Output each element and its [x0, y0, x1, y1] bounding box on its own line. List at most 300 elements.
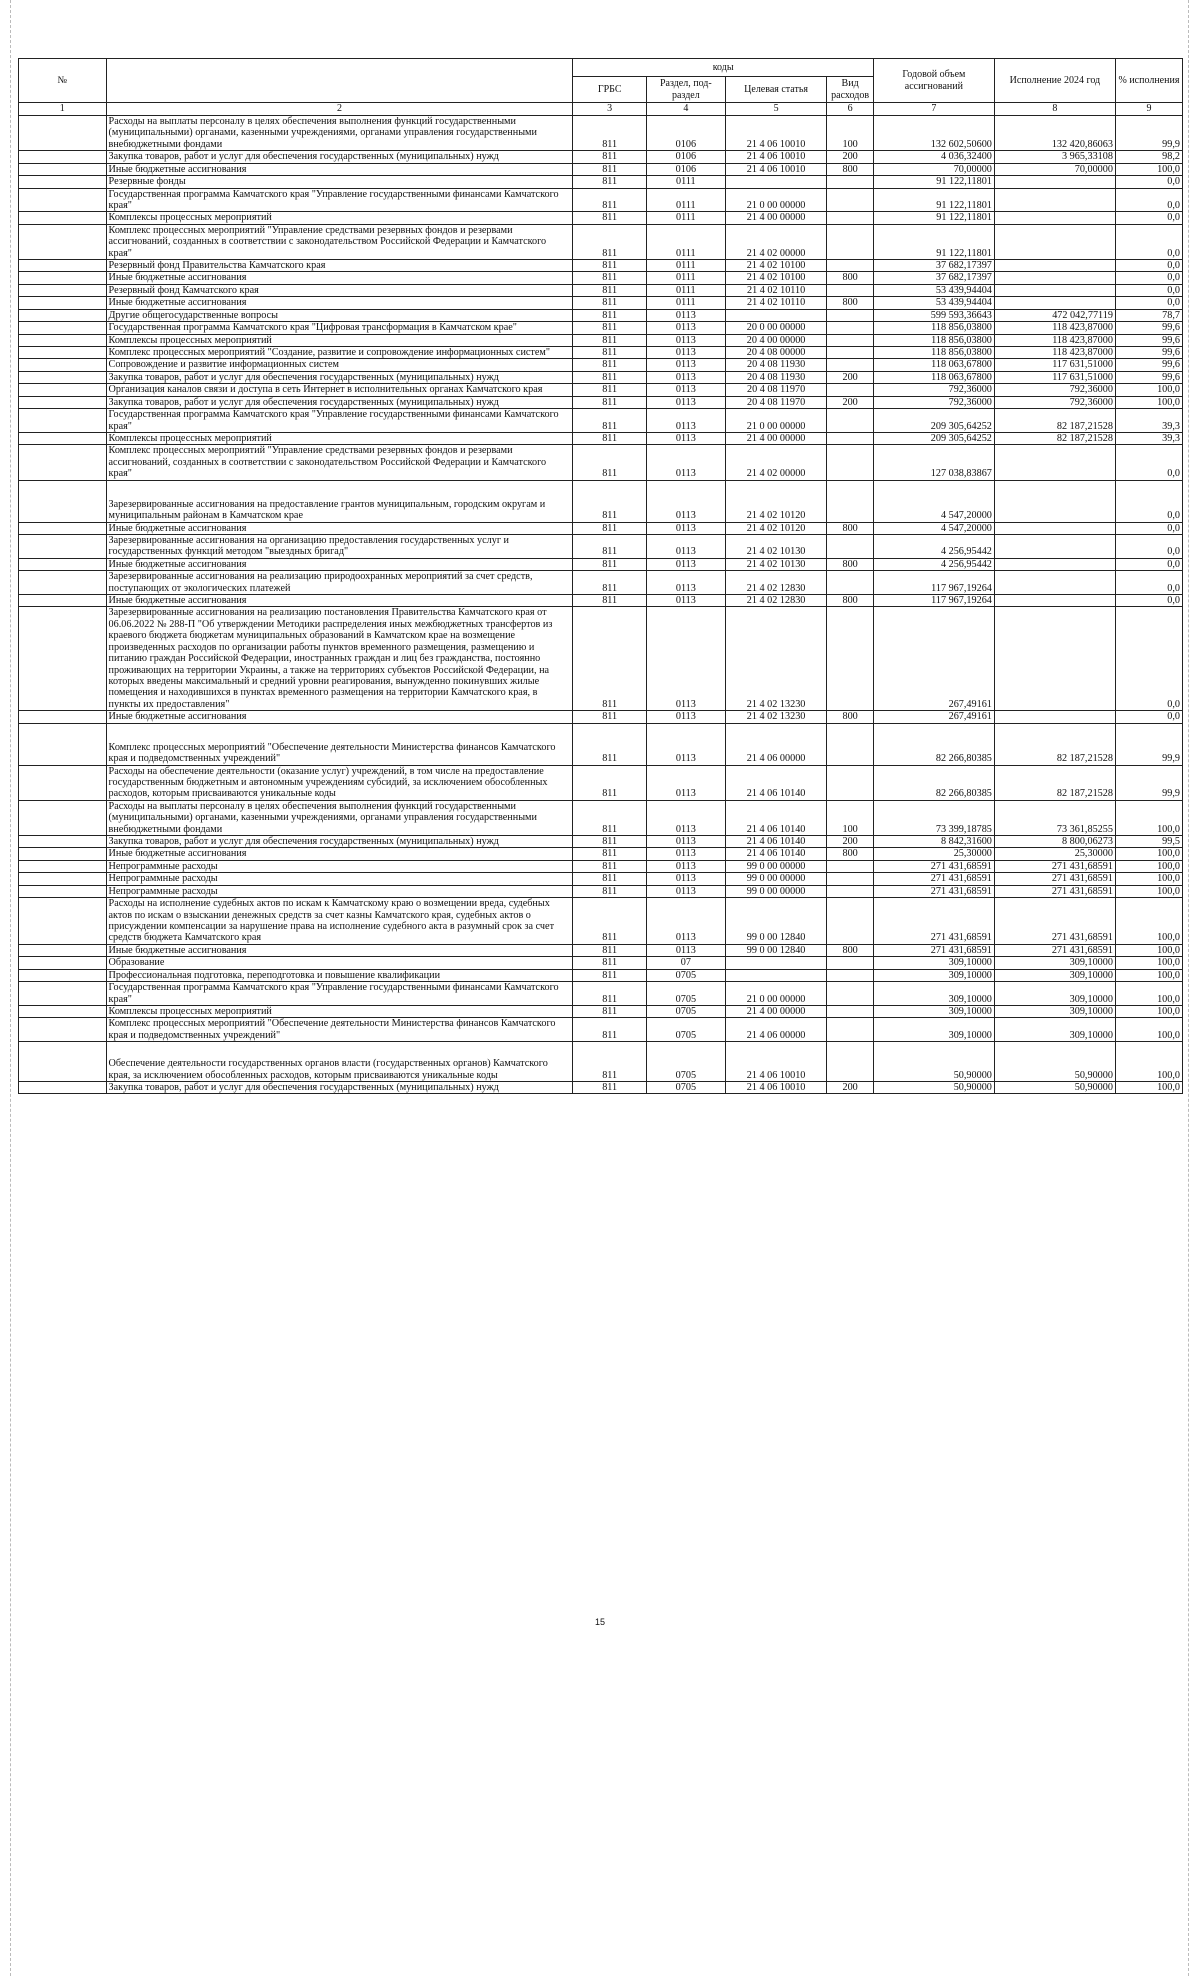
cell-section: 0113: [646, 595, 725, 607]
cell-section: 0113: [646, 800, 725, 835]
cell-section: 0705: [646, 1042, 725, 1082]
cell-kind: [827, 309, 873, 321]
cell-executed: 73 361,85255: [994, 800, 1115, 835]
cell-target: 21 4 06 10140: [725, 765, 827, 800]
cell-kind: [827, 224, 873, 259]
header-index: 5: [725, 103, 827, 116]
cell-target: 21 4 06 10010: [725, 116, 827, 151]
cell-kind: 800: [827, 944, 873, 956]
table-row: [19, 848, 1183, 860]
cell-target: 20 4 08 11970: [725, 384, 827, 396]
cell-target: 21 4 02 10130: [725, 534, 827, 558]
header-index: 6: [827, 103, 873, 116]
cell-grbs: 811: [573, 800, 646, 835]
cell-target: 99 0 00 00000: [725, 860, 827, 872]
scan-edge-right: [1188, 0, 1190, 1976]
table-row: [19, 1082, 1183, 1094]
cell-name: Закупка товаров, работ и услуг для обеспечения государственных (муниципальных) нужд: [106, 396, 573, 408]
header-index: 9: [1115, 103, 1182, 116]
cell-executed: 132 420,86063: [994, 116, 1115, 151]
header-annual: Годовой объем ассигнований: [873, 59, 994, 103]
cell-grbs: 811: [573, 396, 646, 408]
cell-executed: 117 631,51000: [994, 371, 1115, 383]
cell-name: Иные бюджетные ассигнования: [106, 848, 573, 860]
cell-num: [19, 944, 107, 956]
cell-executed: 792,36000: [994, 384, 1115, 396]
cell-executed: 472 042,77119: [994, 309, 1115, 321]
cell-target: 21 4 02 10110: [725, 284, 827, 296]
cell-kind: [827, 260, 873, 272]
cell-grbs: 811: [573, 873, 646, 885]
budget-execution-table: [18, 58, 1183, 1094]
cell-name: Зарезервированные ассигнования на реализацию постановления Правительства Камчатского края от 06.06.2022 № 288-П "Об утверждении Методики распределения иных межбюджетных трансфертов из краевого бюджета бюджетам муниципальных образований в Камчатском крае на возмещение произведенных расходов по организации работы пунктов временного размещения, размещению и питанию граждан Российской Федерации, иностранных граждан и лиц без гражданства, постоянно проживающих на территории Украины, а также на территориях субъектов Российской Федерации, на которых введены максимальный и средний уровни реагирования, вынужденно покинувших жилые помещения и находившихся в пунктах временного размещения на территории Камчатского края, в пункты их предоставления": [106, 607, 573, 711]
table-row: [19, 176, 1183, 188]
cell-kind: 800: [827, 595, 873, 607]
cell-grbs: 811: [573, 982, 646, 1006]
cell-annual: 267,49161: [873, 607, 994, 711]
cell-grbs: 811: [573, 558, 646, 570]
cell-target: 21 4 02 13230: [725, 711, 827, 723]
cell-name: Зарезервированные ассигнования на организацию предоставления государственных услуг и государственных функций методом "выездных бригад": [106, 534, 573, 558]
cell-grbs: 811: [573, 571, 646, 595]
table-row: [19, 359, 1183, 371]
cell-executed: 117 631,51000: [994, 359, 1115, 371]
cell-num: [19, 1018, 107, 1042]
cell-name: Резервный фонд Правительства Камчатского края: [106, 260, 573, 272]
cell-grbs: 811: [573, 371, 646, 383]
cell-executed: 50,90000: [994, 1082, 1115, 1094]
table-row: [19, 188, 1183, 212]
cell-section: 0113: [646, 480, 725, 522]
cell-executed: 118 423,87000: [994, 334, 1115, 346]
cell-grbs: 811: [573, 224, 646, 259]
cell-percent: 99,6: [1115, 371, 1182, 383]
cell-kind: [827, 1042, 873, 1082]
cell-kind: 200: [827, 1082, 873, 1094]
cell-section: 0113: [646, 396, 725, 408]
cell-grbs: 811: [573, 1082, 646, 1094]
cell-percent: 100,0: [1115, 396, 1182, 408]
cell-percent: 0,0: [1115, 445, 1182, 480]
cell-executed: [994, 522, 1115, 534]
cell-kind: [827, 765, 873, 800]
cell-name: Комплексы процессных мероприятий: [106, 212, 573, 224]
cell-annual: 53 439,94404: [873, 297, 994, 309]
table-row: [19, 224, 1183, 259]
cell-grbs: 811: [573, 284, 646, 296]
page-number: 15: [594, 1617, 605, 1627]
cell-kind: 100: [827, 116, 873, 151]
cell-percent: 100,0: [1115, 873, 1182, 885]
cell-percent: 99,6: [1115, 347, 1182, 359]
cell-annual: 82 266,80385: [873, 723, 994, 765]
cell-annual: 127 038,83867: [873, 445, 994, 480]
cell-target: 99 0 00 12840: [725, 944, 827, 956]
cell-executed: 792,36000: [994, 396, 1115, 408]
header-section: Раздел, под-раздел: [646, 77, 725, 103]
cell-section: 0113: [646, 873, 725, 885]
cell-section: 0113: [646, 322, 725, 334]
cell-target: 21 0 00 00000: [725, 188, 827, 212]
cell-grbs: 811: [573, 480, 646, 522]
cell-annual: 792,36000: [873, 396, 994, 408]
cell-annual: 792,36000: [873, 384, 994, 396]
cell-executed: 118 423,87000: [994, 322, 1115, 334]
header-name: [106, 59, 573, 103]
cell-target: 21 4 06 10010: [725, 151, 827, 163]
cell-kind: [827, 1018, 873, 1042]
table-row: [19, 334, 1183, 346]
cell-target: 21 4 02 12830: [725, 571, 827, 595]
cell-target: 20 0 00 00000: [725, 322, 827, 334]
table-row: [19, 480, 1183, 522]
cell-annual: 309,10000: [873, 969, 994, 981]
cell-section: 0113: [646, 522, 725, 534]
cell-num: [19, 347, 107, 359]
cell-section: 0705: [646, 1005, 725, 1017]
cell-annual: 91 122,11801: [873, 176, 994, 188]
cell-target: 21 4 02 10120: [725, 480, 827, 522]
cell-percent: 98,2: [1115, 151, 1182, 163]
cell-annual: 118 856,03800: [873, 334, 994, 346]
cell-percent: 100,0: [1115, 1042, 1182, 1082]
cell-name: Организация каналов связи и доступа в сеть Интернет в исполнительных органах Камчатского края: [106, 384, 573, 396]
cell-section: 0113: [646, 534, 725, 558]
table-row: [19, 432, 1183, 444]
cell-name: Образование: [106, 957, 573, 969]
cell-annual: 271 431,68591: [873, 898, 994, 945]
cell-annual: 271 431,68591: [873, 860, 994, 872]
cell-target: [725, 957, 827, 969]
cell-grbs: 811: [573, 272, 646, 284]
cell-num: [19, 885, 107, 897]
cell-executed: 82 187,21528: [994, 409, 1115, 433]
cell-target: 21 4 06 10140: [725, 836, 827, 848]
cell-section: 0113: [646, 885, 725, 897]
cell-section: 0106: [646, 163, 725, 175]
cell-percent: 0,0: [1115, 534, 1182, 558]
table-row: [19, 969, 1183, 981]
cell-annual: 70,00000: [873, 163, 994, 175]
cell-target: 21 4 02 10100: [725, 272, 827, 284]
cell-num: [19, 558, 107, 570]
cell-percent: 100,0: [1115, 848, 1182, 860]
cell-executed: 50,90000: [994, 1042, 1115, 1082]
cell-kind: [827, 322, 873, 334]
cell-name: Комплекс процессных мероприятий "Обеспечение деятельности Министерства финансов Камчатского края и подведомственных учреждений": [106, 1018, 573, 1042]
cell-num: [19, 969, 107, 981]
cell-executed: 25,30000: [994, 848, 1115, 860]
cell-grbs: 811: [573, 176, 646, 188]
cell-grbs: 811: [573, 445, 646, 480]
header-index: 2: [106, 103, 573, 116]
cell-percent: 0,0: [1115, 176, 1182, 188]
cell-grbs: 811: [573, 347, 646, 359]
table-row: [19, 885, 1183, 897]
cell-kind: 800: [827, 163, 873, 175]
cell-grbs: 811: [573, 116, 646, 151]
cell-target: [725, 309, 827, 321]
cell-grbs: 811: [573, 1005, 646, 1017]
cell-num: [19, 432, 107, 444]
cell-kind: [827, 334, 873, 346]
table-row: [19, 534, 1183, 558]
table-row: [19, 409, 1183, 433]
header-index: 1: [19, 103, 107, 116]
cell-num: [19, 359, 107, 371]
cell-annual: 309,10000: [873, 1005, 994, 1017]
cell-target: 99 0 00 00000: [725, 873, 827, 885]
cell-num: [19, 151, 107, 163]
cell-executed: 309,10000: [994, 982, 1115, 1006]
cell-grbs: 811: [573, 1042, 646, 1082]
cell-executed: [994, 571, 1115, 595]
cell-annual: 271 431,68591: [873, 944, 994, 956]
cell-num: [19, 188, 107, 212]
cell-grbs: 811: [573, 898, 646, 945]
cell-kind: 800: [827, 272, 873, 284]
table-row: [19, 260, 1183, 272]
cell-percent: 39,3: [1115, 432, 1182, 444]
cell-name: Профессиональная подготовка, переподготовка и повышение квалификации: [106, 969, 573, 981]
cell-name: Сопровождение и развитие информационных систем: [106, 359, 573, 371]
cell-num: [19, 522, 107, 534]
cell-section: 0705: [646, 1082, 725, 1094]
cell-target: 21 4 06 10140: [725, 848, 827, 860]
cell-name: Комплекс процессных мероприятий "Создание, развитие и сопровождение информационных систем": [106, 347, 573, 359]
cell-section: 0106: [646, 116, 725, 151]
cell-name: Комплекс процессных мероприятий "Управление средствами резервных фондов и резервами ассигнований, созданных в соответствии с законодательством Российской Федерации и Камчатского края": [106, 445, 573, 480]
header-executed: Исполнение 2024 год: [994, 59, 1115, 103]
cell-section: 0113: [646, 723, 725, 765]
cell-grbs: 811: [573, 848, 646, 860]
cell-grbs: 811: [573, 409, 646, 433]
cell-target: 21 4 00 00000: [725, 432, 827, 444]
cell-executed: [994, 534, 1115, 558]
cell-num: [19, 711, 107, 723]
cell-section: 0113: [646, 571, 725, 595]
cell-kind: 100: [827, 800, 873, 835]
cell-section: 0113: [646, 860, 725, 872]
cell-target: 20 4 08 11930: [725, 371, 827, 383]
cell-section: 0111: [646, 224, 725, 259]
cell-executed: [994, 711, 1115, 723]
cell-percent: 99,6: [1115, 359, 1182, 371]
cell-section: 0111: [646, 212, 725, 224]
table-row: [19, 873, 1183, 885]
cell-kind: [827, 898, 873, 945]
cell-name: Другие общегосударственные вопросы: [106, 309, 573, 321]
cell-target: 99 0 00 12840: [725, 898, 827, 945]
cell-executed: [994, 260, 1115, 272]
cell-annual: 4 547,20000: [873, 480, 994, 522]
cell-executed: [994, 212, 1115, 224]
cell-num: [19, 860, 107, 872]
cell-name: Иные бюджетные ассигнования: [106, 272, 573, 284]
cell-num: [19, 445, 107, 480]
cell-percent: 100,0: [1115, 1018, 1182, 1042]
cell-percent: 0,0: [1115, 480, 1182, 522]
cell-percent: 99,5: [1115, 836, 1182, 848]
table-row: [19, 860, 1183, 872]
cell-name: Иные бюджетные ассигнования: [106, 297, 573, 309]
cell-section: 0111: [646, 272, 725, 284]
cell-percent: 100,0: [1115, 957, 1182, 969]
cell-target: 21 4 02 00000: [725, 224, 827, 259]
header-index-row: [19, 103, 1183, 116]
cell-grbs: 811: [573, 534, 646, 558]
cell-annual: 309,10000: [873, 982, 994, 1006]
cell-executed: [994, 595, 1115, 607]
cell-target: 21 4 06 10010: [725, 1082, 827, 1094]
cell-name: Иные бюджетные ассигнования: [106, 595, 573, 607]
cell-grbs: 811: [573, 944, 646, 956]
cell-executed: 271 431,68591: [994, 860, 1115, 872]
cell-kind: [827, 957, 873, 969]
cell-kind: 200: [827, 396, 873, 408]
cell-annual: 209 305,64252: [873, 409, 994, 433]
cell-target: 99 0 00 00000: [725, 885, 827, 897]
cell-executed: 118 423,87000: [994, 347, 1115, 359]
table-row: [19, 347, 1183, 359]
header-index: 4: [646, 103, 725, 116]
cell-executed: 271 431,68591: [994, 873, 1115, 885]
cell-executed: 271 431,68591: [994, 898, 1115, 945]
table-row: [19, 898, 1183, 945]
table-row: [19, 571, 1183, 595]
cell-target: 21 4 06 10010: [725, 1042, 827, 1082]
table-row: [19, 309, 1183, 321]
cell-target: 21 4 02 10100: [725, 260, 827, 272]
header-codes: коды: [573, 59, 873, 77]
cell-percent: 100,0: [1115, 982, 1182, 1006]
cell-target: 21 0 00 00000: [725, 982, 827, 1006]
cell-section: 0113: [646, 558, 725, 570]
cell-percent: 100,0: [1115, 885, 1182, 897]
cell-name: Непрограммные расходы: [106, 885, 573, 897]
cell-executed: 271 431,68591: [994, 944, 1115, 956]
table-row: [19, 1042, 1183, 1082]
table-row: [19, 297, 1183, 309]
cell-section: 0113: [646, 359, 725, 371]
cell-name: Непрограммные расходы: [106, 860, 573, 872]
cell-percent: 100,0: [1115, 969, 1182, 981]
cell-num: [19, 765, 107, 800]
cell-num: [19, 334, 107, 346]
cell-kind: [827, 480, 873, 522]
table-row: [19, 522, 1183, 534]
cell-executed: 82 187,21528: [994, 432, 1115, 444]
cell-kind: 800: [827, 297, 873, 309]
cell-section: 0113: [646, 384, 725, 396]
cell-kind: [827, 860, 873, 872]
cell-grbs: 811: [573, 723, 646, 765]
cell-name: Государственная программа Камчатского края "Управление государственными финансами Камчатского края": [106, 409, 573, 433]
cell-kind: [827, 284, 873, 296]
cell-kind: [827, 359, 873, 371]
cell-kind: [827, 432, 873, 444]
cell-target: 20 4 08 11930: [725, 359, 827, 371]
cell-kind: [827, 188, 873, 212]
table-row: [19, 944, 1183, 956]
cell-name: Комплексы процессных мероприятий: [106, 432, 573, 444]
table-row: [19, 284, 1183, 296]
cell-annual: 599 593,36643: [873, 309, 994, 321]
header-index: 7: [873, 103, 994, 116]
cell-section: 0705: [646, 982, 725, 1006]
cell-executed: [994, 445, 1115, 480]
cell-section: 0113: [646, 607, 725, 711]
cell-section: 0113: [646, 409, 725, 433]
cell-target: 21 4 00 00000: [725, 1005, 827, 1017]
cell-kind: [827, 723, 873, 765]
cell-num: [19, 848, 107, 860]
table-header: [19, 59, 1183, 116]
cell-target: [725, 969, 827, 981]
cell-annual: 91 122,11801: [873, 212, 994, 224]
cell-executed: [994, 272, 1115, 284]
cell-percent: 100,0: [1115, 898, 1182, 945]
cell-percent: 0,0: [1115, 522, 1182, 534]
scan-edge-left: [10, 0, 12, 1976]
cell-annual: 91 122,11801: [873, 188, 994, 212]
cell-target: 21 4 02 12830: [725, 595, 827, 607]
cell-target: 21 0 00 00000: [725, 409, 827, 433]
cell-annual: 118 063,67800: [873, 359, 994, 371]
cell-name: Обеспечение деятельности государственных органов власти (государственных органов) Камчатского края, за исключением обособленных расходов, которым присваиваются уникальные коды: [106, 1042, 573, 1082]
cell-section: 0113: [646, 765, 725, 800]
table-row: [19, 212, 1183, 224]
cell-kind: 200: [827, 836, 873, 848]
cell-name: Государственная программа Камчатского края "Управление государственными финансами Камчатского края": [106, 982, 573, 1006]
cell-annual: 4 036,32400: [873, 151, 994, 163]
cell-section: 0113: [646, 898, 725, 945]
cell-num: [19, 260, 107, 272]
cell-name: Иные бюджетные ассигнования: [106, 944, 573, 956]
cell-grbs: 811: [573, 334, 646, 346]
cell-grbs: 811: [573, 309, 646, 321]
cell-annual: 53 439,94404: [873, 284, 994, 296]
cell-executed: 8 800,06273: [994, 836, 1115, 848]
cell-num: [19, 571, 107, 595]
cell-annual: 73 399,18785: [873, 800, 994, 835]
cell-target: 20 4 08 00000: [725, 347, 827, 359]
cell-percent: 0,0: [1115, 711, 1182, 723]
cell-grbs: 811: [573, 260, 646, 272]
table-body: [19, 116, 1183, 1094]
cell-percent: 100,0: [1115, 800, 1182, 835]
cell-annual: 4 256,95442: [873, 534, 994, 558]
cell-executed: 70,00000: [994, 163, 1115, 175]
cell-target: 20 4 00 00000: [725, 334, 827, 346]
cell-section: 07: [646, 957, 725, 969]
cell-kind: 800: [827, 848, 873, 860]
cell-section: 0111: [646, 188, 725, 212]
cell-section: 0113: [646, 445, 725, 480]
cell-section: 0111: [646, 297, 725, 309]
cell-name: Зарезервированные ассигнования на реализацию природоохранных мероприятий за счет средств, поступающих от экологических платежей: [106, 571, 573, 595]
cell-kind: [827, 982, 873, 1006]
cell-grbs: 811: [573, 212, 646, 224]
cell-name: Зарезервированные ассигнования на предоставление грантов муниципальным, городским округам и муниципальным районам в Камчатском крае: [106, 480, 573, 522]
cell-kind: 800: [827, 558, 873, 570]
cell-grbs: 811: [573, 359, 646, 371]
cell-percent: 99,6: [1115, 322, 1182, 334]
cell-section: 0113: [646, 309, 725, 321]
cell-num: [19, 272, 107, 284]
cell-executed: [994, 188, 1115, 212]
table-row: [19, 151, 1183, 163]
